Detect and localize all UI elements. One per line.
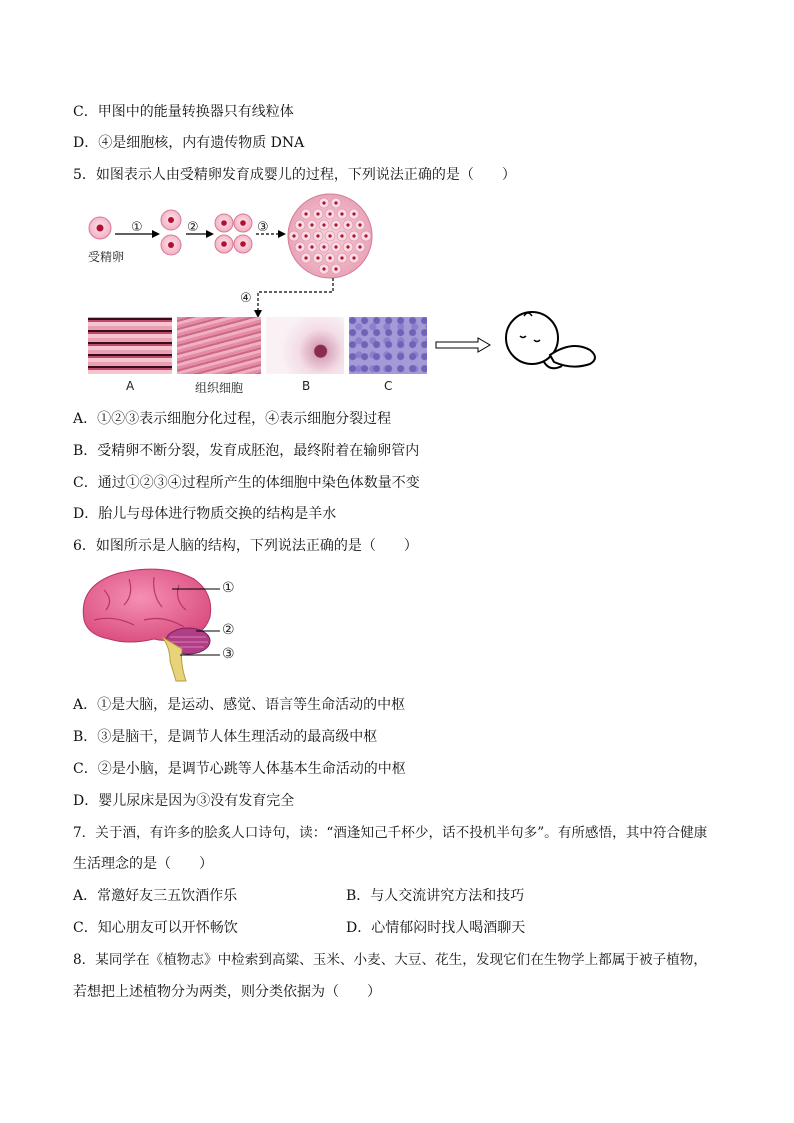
- q7-option-d: D．心情郁闷时找人喝酒聊天: [346, 920, 526, 936]
- tissue-image-b: [266, 317, 344, 374]
- tissue-image-c: [349, 317, 427, 374]
- q8-stem-line-1: 8．某同学在《植物志》中检索到高粱、玉米、小麦、大豆、花生，发现它们在生物学上都属于被子植物，: [73, 952, 707, 968]
- q6-option-a: A．①是大脑，是运动、感觉、语言等生命活动的中枢: [73, 697, 406, 713]
- tissue-image-muscle: [177, 317, 261, 374]
- step-label-4: ④: [240, 291, 252, 306]
- tile-label-a: A: [126, 379, 135, 393]
- tissue-image-a: [88, 317, 172, 374]
- brain-marker-2: ②: [222, 622, 235, 638]
- two-cell-stage: [161, 210, 181, 255]
- baby-icon: [506, 312, 595, 368]
- tile-label-muscle: 组织细胞: [195, 381, 244, 395]
- q6-option-c: C．②是小脑，是调节心跳等人体基本生命活动的中枢: [73, 761, 406, 777]
- four-cell-stage: [215, 214, 252, 253]
- tile-label-c: C: [384, 379, 393, 393]
- q6-option-d: D．婴儿尿床是因为③没有发育完全: [73, 793, 295, 809]
- q7-stem-line-2: 生活理念的是（ ）: [73, 856, 213, 872]
- q7-stem-line-1: 7．关于酒，有许多的脍炙人口诗句，读：“酒逢知己千杯少，话不投机半句多”。有所感悟，其中符合健康: [73, 825, 708, 841]
- q5-option-b: B．受精卵不断分裂，发育成胚泡，最终附着在输卵管内: [73, 443, 420, 459]
- q7-option-b: B．与人交流讲究方法和技巧: [346, 888, 525, 904]
- step-label-1: ①: [131, 220, 143, 235]
- q7-option-c: C．知心朋友可以开怀畅饮: [73, 920, 238, 936]
- cell-ball: [288, 194, 372, 278]
- q5-option-a: A．①②③表示细胞分化过程，④表示细胞分裂过程: [73, 411, 392, 427]
- arrow-step-4: [258, 278, 333, 310]
- baby-illustration: [432, 300, 602, 380]
- q4-option-d: D．④是细胞核，内有遗传物质 DNA: [73, 135, 305, 151]
- brain-marker-3: ③: [222, 646, 235, 662]
- zygote-cell: [89, 217, 111, 239]
- q4-option-c: C．甲图中的能量转换器只有线粒体: [73, 104, 294, 120]
- development-diagram: [80, 190, 440, 330]
- tile-label-b: B: [302, 379, 311, 393]
- step-label-3: ③: [257, 220, 269, 235]
- q6-stem: 6．如图所示是人脑的结构，下列说法正确的是（ ）: [73, 538, 418, 554]
- hollow-arrow: [436, 338, 490, 352]
- q5-option-d: D．胎儿与母体进行物质交换的结构是羊水: [73, 506, 337, 522]
- step-label-2: ②: [187, 220, 199, 235]
- q8-stem-line-2: 若想把上述植物分为两类，则分类依据为（ ）: [73, 984, 381, 1000]
- q7-option-a: A．常邀好友三五饮酒作乐: [73, 888, 238, 904]
- q5-option-c: C．通过①②③④过程所产生的体细胞中染色体数量不变: [73, 475, 420, 491]
- brain-marker-1: ①: [222, 580, 235, 596]
- q5-stem: 5．如图表示人由受精卵发育成婴儿的过程，下列说法正确的是（ ）: [73, 167, 516, 183]
- q6-option-b: B．③是脑干，是调节人体生理活动的最高级中枢: [73, 729, 378, 745]
- zygote-label: 受精卵: [88, 250, 125, 264]
